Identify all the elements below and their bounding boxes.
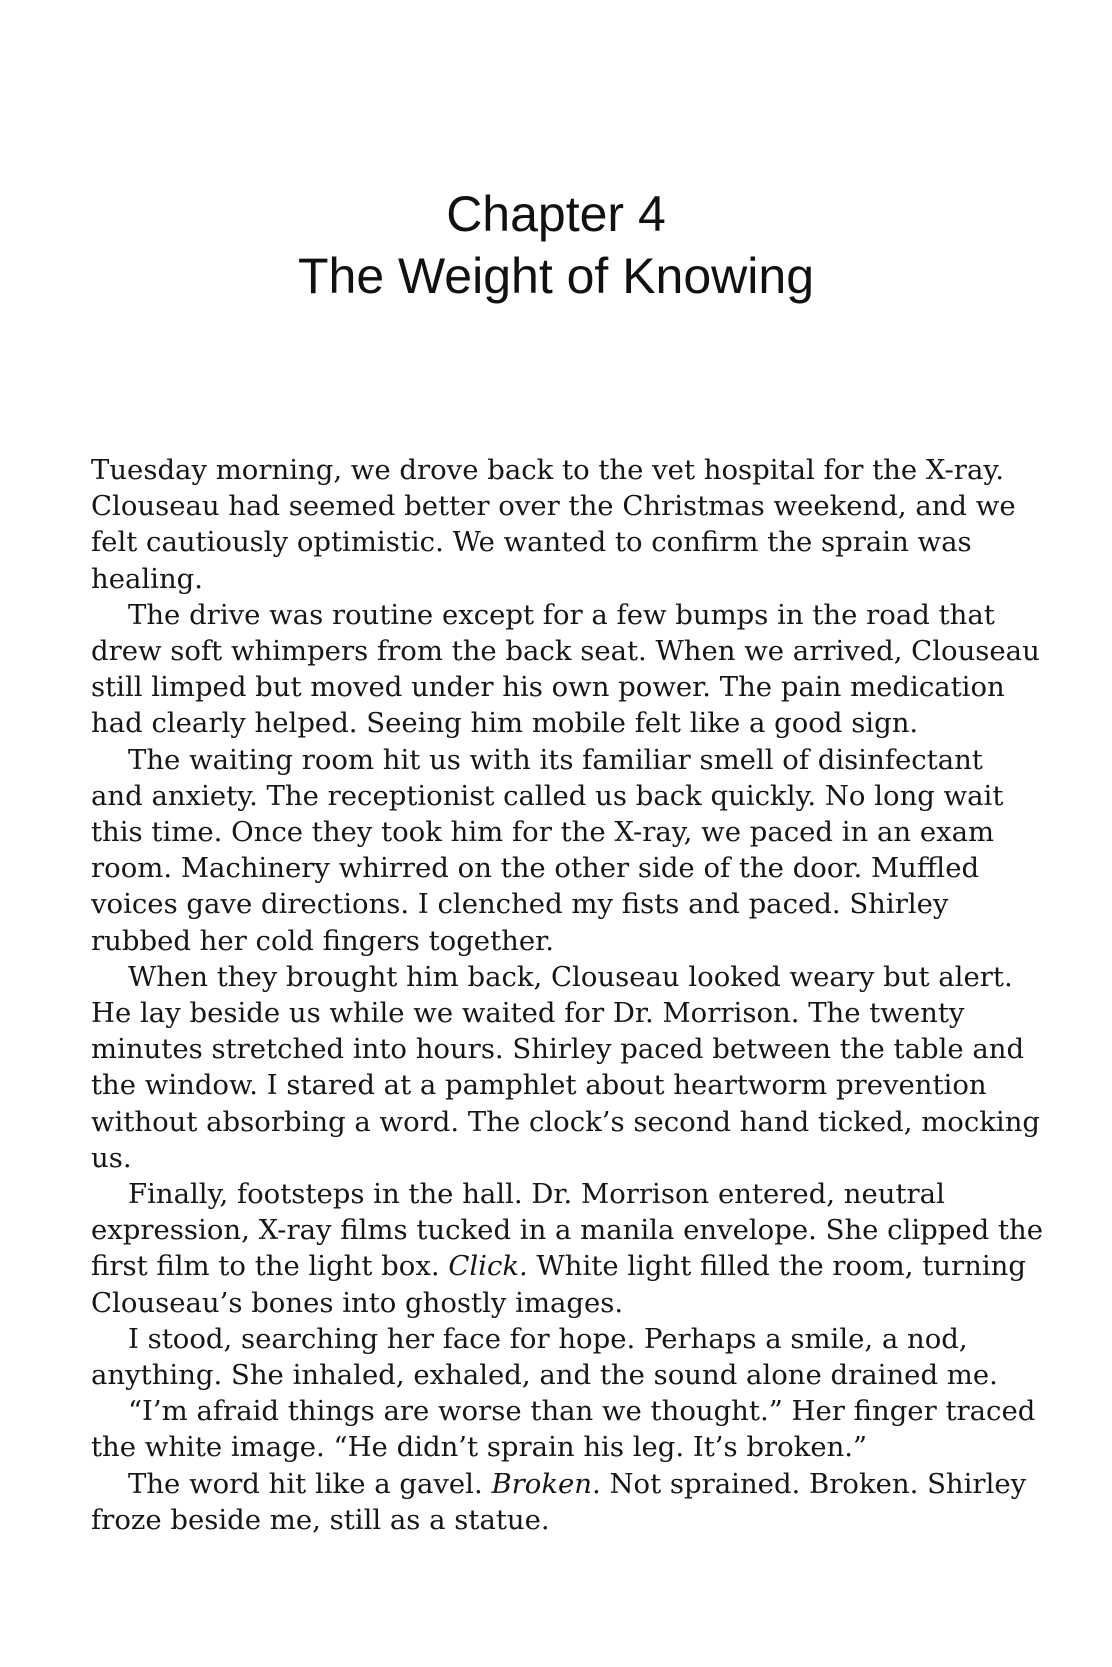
text-line-with-italic (91, 1248, 1031, 1284)
text-line: When they brought him back, Clouseau looked weary but alert. (128, 960, 1013, 993)
text-line: had clearly helped. Seeing him mobile felt like a good sign. (91, 707, 919, 740)
text-line: The drive was routine except for a few bumps in the road that (128, 598, 995, 631)
chapter-number: Chapter 4 (446, 186, 666, 242)
text-line: rubbed her cold fingers together. (91, 924, 554, 957)
text-line: healing. (91, 562, 204, 595)
text-line: and anxiety. The receptionist called us back quickly. No long wait (91, 779, 1004, 812)
chapter-heading (0, 183, 1112, 307)
text-line: The waiting room hit us with its familiar smell of disinfectant (128, 743, 983, 776)
italic-emphasis: Click. (448, 1250, 528, 1283)
text-line: room. Machinery whirred on the other side of the door. Muffled (91, 852, 980, 885)
text-line: this time. Once they took him for the X-ray, we paced in an exam (91, 816, 995, 849)
text-line: Finally, footsteps in the hall. Dr. Morrison entered, neutral (128, 1178, 945, 1211)
text-segment: . Not sprained. Broken. Shirley (592, 1467, 1027, 1500)
text-line: felt cautiously optimistic. We wanted to confirm the sprain was (91, 526, 972, 559)
text-line: us. (91, 1141, 132, 1174)
paragraph-8 (91, 1466, 1031, 1538)
text-line: the white image. “He didn’t sprain his leg. It’s broken.” (91, 1431, 868, 1464)
text-segment: The word hit like a gavel. (128, 1467, 492, 1500)
text-line: Clouseau’s bones into ghostly images. (91, 1286, 624, 1319)
paragraph-7 (91, 1393, 1036, 1465)
text-line: still limped but moved under his own power. The pain medication (91, 671, 1005, 704)
text-line: Tuesday morning, we drove back to the vet hospital for the X-ray. (91, 454, 1004, 486)
chapter-title: The Weight of Knowing (297, 248, 815, 304)
paragraph-4 (91, 959, 1041, 1176)
text-line: voices gave directions. I clenched my fists and paced. Shirley (91, 888, 949, 921)
text-line: the window. I stared at a pamphlet about heartworm prevention (91, 1069, 987, 1102)
text-line: drew soft whimpers from the back seat. When we arrived, Clouseau (91, 635, 1040, 668)
text-line: I stood, searching her face for hope. Perhaps a smile, a nod, (128, 1322, 968, 1355)
text-line-with-italic (91, 1466, 1031, 1502)
italic-emphasis: Broken (491, 1467, 593, 1500)
text-line: froze beside me, still as a statue. (91, 1503, 550, 1536)
paragraph-6 (91, 1321, 1031, 1393)
text-line: without absorbing a word. The clock’s second hand ticked, mocking (91, 1105, 1041, 1138)
paragraph-1 (91, 452, 1031, 597)
chapter-body (91, 452, 1044, 1538)
text-line: expression, X-ray films tucked in a manila envelope. She clipped the (91, 1214, 1044, 1247)
paragraph-2 (91, 597, 1040, 742)
text-line: Clouseau had seemed better over the Christmas weekend, and we (91, 490, 1016, 523)
text-line: “I’m afraid things are worse than we thought.” Her finger traced (128, 1395, 1036, 1428)
text-segment: White light filled the room, turning (527, 1250, 1026, 1283)
paragraph-5 (91, 1176, 1044, 1321)
text-line: anything. She inhaled, exhaled, and the sound alone drained me. (91, 1359, 998, 1392)
text-segment: first film to the light box. (91, 1250, 449, 1283)
paragraph-3 (91, 742, 1031, 959)
text-line: He lay beside us while we waited for Dr. Morrison. The twenty (91, 997, 965, 1030)
text-line: minutes stretched into hours. Shirley paced between the table and (91, 1033, 1025, 1066)
